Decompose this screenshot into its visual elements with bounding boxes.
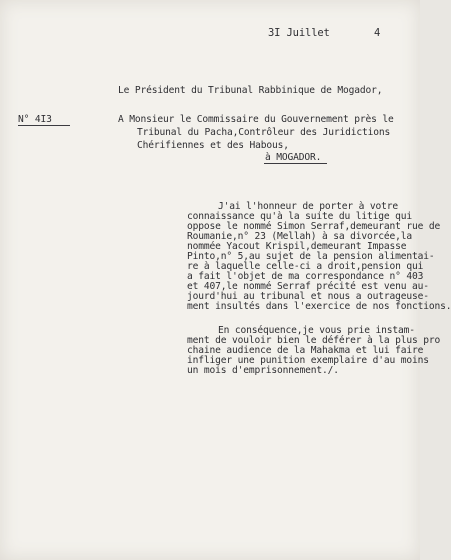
page-folio-number: 4 xyxy=(374,27,381,39)
body-paragraph-1-line: connaissance qu'à la suite du litige qui xyxy=(187,211,413,222)
body-paragraph-1-line: nommée Yacout Krispil,demeurant Impasse xyxy=(187,241,407,252)
recipient-line-3: Chérifiennes et des Habous, xyxy=(137,140,289,151)
body-paragraph-1-line: jourd'hui au tribunal et nous a outrageuse- xyxy=(187,291,429,302)
body-paragraph-1-line: et 407,le nommé Serraf précité est venu au- xyxy=(187,281,429,292)
body-paragraph-2-line: ment de vouloir bien le déférer à la plus pro xyxy=(187,335,441,346)
body-paragraph-2-line: chaine audience de la Mahakma et lui faire xyxy=(187,345,424,356)
body-paragraph-2-line: En conséquence,je vous prie instam- xyxy=(218,325,415,336)
recipient-line-2: Tribunal du Pacha,Contrôleur des Juridictions xyxy=(137,127,391,138)
letter-date: 3I Juillet xyxy=(268,27,330,39)
body-paragraph-1-line: re à laquelle celle-ci a droit,pension qui xyxy=(187,261,424,272)
body-paragraph-2-line: infliger une punition exemplaire d'au moins xyxy=(187,355,429,366)
body-paragraph-1-line: J'ai l'honneur de porter à votre xyxy=(218,201,399,212)
body-paragraph-2-line: un mois d'emprisonnement./. xyxy=(187,365,339,376)
body-paragraph-1-line: a fait l'objet de ma correspondance n° 403 xyxy=(187,271,424,282)
sender-heading: Le Président du Tribunal Rabbinique de Mogador, xyxy=(118,85,383,96)
letter-reference-number: N° 4I3 xyxy=(18,114,52,125)
body-paragraph-1-line: ment insultés dans l'exercice de nos fonctions. xyxy=(187,301,451,312)
recipient-line-1: A Monsieur le Commissaire du Gouvernement près le xyxy=(118,114,394,125)
body-paragraph-1-line: Roumanie,n° 23 (Mellah) à sa divorcée,la xyxy=(187,231,413,242)
recipient-city: à MOGADOR. xyxy=(265,152,322,163)
body-paragraph-1-line: oppose le nommé Simon Serraf,demeurant rue de xyxy=(187,221,441,232)
body-paragraph-1-line: Pinto,n° 5,au sujet de la pension alimentai- xyxy=(187,251,435,262)
